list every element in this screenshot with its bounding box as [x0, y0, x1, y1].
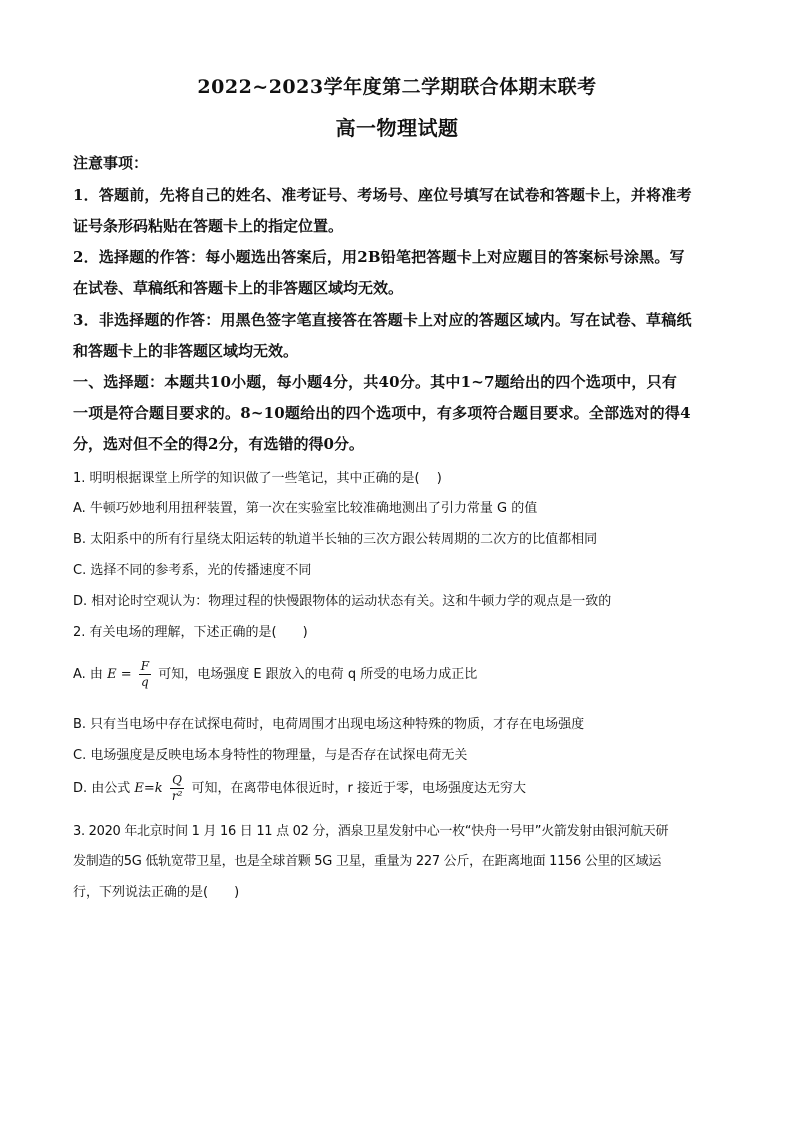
q2-option-b: B. 只有当电场中存在试探电荷时，电荷周围才出现电场这种特殊的物质，才存在电场强度 [73, 717, 585, 732]
q2-a-prefix: A. 由 [73, 667, 103, 682]
q2-a-fraction [139, 659, 151, 690]
q2-d-prefix: D. 由公式 [73, 781, 131, 796]
q1-stem: 1. 明明根据课堂上所学的知识做了一些笔记，其中正确的是( ) [73, 471, 442, 486]
q2-a-numerator: F [140, 659, 150, 673]
q2-d-fraction [170, 773, 185, 804]
note-line: 和答题卡上的非答题区域均无效。 [73, 342, 299, 360]
note-line: 1．答题前，先将自己的姓名、准考证号、考场号、座位号填写在试卷和答题卡上，并将准考 [73, 186, 692, 204]
section-heading-line: 一、选择题：本题共10小题，每小题4分，共40分。其中1~7题给出的四个选项中，只有 [73, 373, 678, 391]
q1-option-d: D. 相对论时空观认为：物理过程的快慢跟物体的运动状态有关。这和牛顿力学的观点是一致的 [73, 594, 612, 609]
q2-a-suffix: 可知，电场强度 E 跟放入的电荷 q 所受的电场力成正比 [158, 667, 478, 682]
q3-line: 发制造的5G 低轨宽带卫星，也是全球首颗 5G 卫星，重量为 227 公斤，在距离地面 1156 公里的区域运 [73, 854, 662, 869]
q1-option-a: A. 牛顿巧妙地利用扭秤装置，第一次在实验室比较准确地测出了引力常量 G 的值 [73, 501, 538, 516]
note-line: 在试卷、草稿纸和答题卡上的非答题区域均无效。 [73, 279, 404, 297]
q2-stem: 2. 有关电场的理解，下述正确的是( ) [73, 625, 308, 640]
note-line: 证号条形码粘贴在答题卡上的指定位置。 [73, 217, 344, 235]
section-heading-line: 一项是符合题目要求的。8~10题给出的四个选项中，有多项符合题目要求。全部选对的得4 [73, 404, 691, 422]
q1-option-b: B. 太阳系中的所有行星绕太阳运转的轨道半长轴的三次方跟公转周期的二次方的比值都相同 [73, 532, 598, 547]
q2-option-d [73, 769, 729, 809]
q3-line: 行，下列说法正确的是( ) [73, 885, 240, 900]
q1-option-c: C. 选择不同的参考系，光的传播速度不同 [73, 563, 312, 578]
note-line: 2．选择题的作答：每小题选出答案后，用2B铅笔把答题卡上对应题目的答案标号涂黑。写 [73, 248, 685, 266]
exam-title: 2022~2023学年度第二学期联合体期末联考 [197, 76, 597, 98]
q2-d-suffix: 可知，在离带电体很近时，r 接近于零，电场强度达无穷大 [191, 781, 526, 796]
exam-subtitle: 高一物理试题 [335, 116, 459, 140]
q2-d-denominator: r² [171, 789, 183, 803]
notes-heading: 注意事项： [73, 154, 149, 172]
section-heading-line: 分，选对但不全的得2分，有选错的得0分。 [73, 435, 364, 453]
q2-d-numerator: Q [172, 773, 183, 787]
q2-d-formula-lhs: E=k [134, 781, 163, 796]
q2-a-denominator: q [141, 675, 149, 689]
q2-option-a [73, 655, 729, 695]
q2-option-c: C. 电场强度是反映电场本身特性的物理量，与是否存在试探电荷无关 [73, 748, 468, 763]
note-line: 3．非选择题的作答：用黑色签字笔直接答在答题卡上对应的答题区域内。写在试卷、草稿纸 [73, 311, 692, 329]
q3-line: 3. 2020 年北京时间 1 月 16 日 11 点 02 分，酒泉卫星发射中心一枚“快舟一号甲”火箭发射由银河航天研 [73, 824, 669, 839]
q2-a-formula-lhs: E = [107, 667, 132, 682]
